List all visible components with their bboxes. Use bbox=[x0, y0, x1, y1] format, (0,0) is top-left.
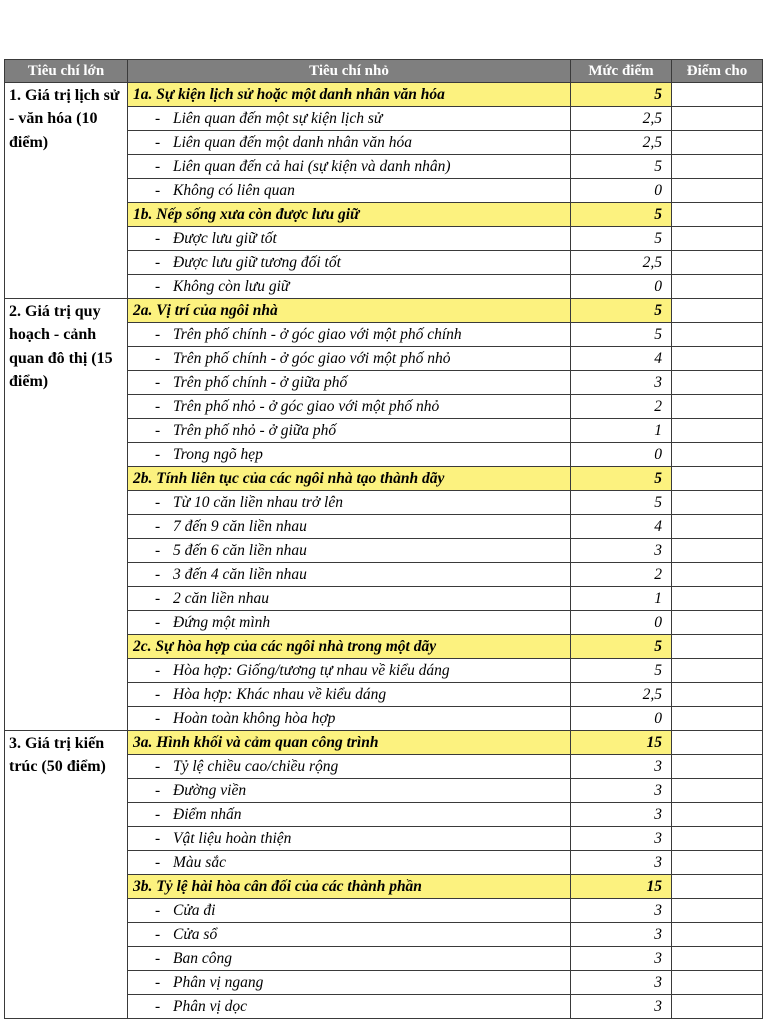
criteria-text: Trong ngõ hẹp bbox=[173, 445, 263, 463]
score-level-cell: 5 bbox=[571, 323, 672, 347]
sub-criteria-title bbox=[128, 83, 571, 107]
bullet-dash: - bbox=[155, 685, 161, 703]
score-given-cell[interactable] bbox=[672, 227, 763, 251]
criteria-text: Trên phố nhỏ - ở góc giao với một phố nhỏ bbox=[173, 397, 440, 415]
criteria-text: 2a. Vị trí của ngôi nhà bbox=[133, 301, 278, 319]
score-given-cell[interactable] bbox=[672, 395, 763, 419]
bullet-dash: - bbox=[155, 589, 161, 607]
criteria-text: Trên phố chính - ở giữa phố bbox=[173, 373, 348, 391]
table-body bbox=[5, 83, 763, 1019]
score-level-cell: 5 bbox=[571, 299, 672, 323]
criteria-item-label bbox=[128, 395, 571, 419]
bullet-dash: - bbox=[155, 397, 161, 415]
bullet-dash: - bbox=[155, 757, 161, 775]
bullet-dash: - bbox=[155, 253, 161, 271]
criteria-item-label bbox=[128, 323, 571, 347]
score-level-cell: 3 bbox=[571, 947, 672, 971]
criteria-item-label bbox=[128, 275, 571, 299]
bullet-dash: - bbox=[155, 973, 161, 991]
score-level-cell: 3 bbox=[571, 755, 672, 779]
score-given-cell[interactable] bbox=[672, 443, 763, 467]
bullet-dash: - bbox=[155, 565, 161, 583]
criteria-item-label bbox=[128, 923, 571, 947]
criteria-text: Tỷ lệ chiều cao/chiều rộng bbox=[173, 757, 339, 775]
table-header bbox=[5, 60, 763, 83]
score-given-cell[interactable] bbox=[672, 803, 763, 827]
score-level-cell: 2 bbox=[571, 395, 672, 419]
score-level-cell: 15 bbox=[571, 875, 672, 899]
score-level-cell: 1 bbox=[571, 419, 672, 443]
criteria-text: Liên quan đến một sự kiện lịch sử bbox=[173, 109, 383, 127]
score-given-cell[interactable] bbox=[672, 107, 763, 131]
criteria-text: Không còn lưu giữ bbox=[173, 277, 290, 295]
sub-criteria-row bbox=[5, 299, 763, 323]
criteria-text: Hòa hợp: Khác nhau về kiểu dáng bbox=[173, 685, 387, 703]
score-level-cell: 0 bbox=[571, 179, 672, 203]
bullet-dash: - bbox=[155, 997, 161, 1015]
score-level-cell: 5 bbox=[571, 83, 672, 107]
score-given-cell[interactable] bbox=[672, 323, 763, 347]
criteria-text: Không có liên quan bbox=[173, 181, 295, 199]
criteria-text: 2b. Tính liên tục của các ngôi nhà tạo thành dãy bbox=[133, 469, 445, 487]
criteria-text: Trên phố chính - ở góc giao với một phố nhỏ bbox=[173, 349, 451, 367]
sub-criteria-row bbox=[5, 731, 763, 755]
bullet-dash: - bbox=[155, 613, 161, 631]
score-level-cell: 2,5 bbox=[571, 131, 672, 155]
score-level-cell: 3 bbox=[571, 899, 672, 923]
score-given-cell[interactable] bbox=[672, 563, 763, 587]
bullet-dash: - bbox=[155, 541, 161, 559]
score-given-cell[interactable] bbox=[672, 779, 763, 803]
scoring-criteria-table bbox=[4, 59, 763, 1019]
score-level-cell: 3 bbox=[571, 923, 672, 947]
score-given-cell[interactable] bbox=[672, 155, 763, 179]
sub-criteria-title bbox=[128, 203, 571, 227]
score-level-cell: 2,5 bbox=[571, 251, 672, 275]
criteria-text: Được lưu giữ tốt bbox=[173, 229, 277, 247]
bullet-dash: - bbox=[155, 325, 161, 343]
header-score-given: Điểm cho bbox=[672, 60, 763, 83]
score-given-cell[interactable] bbox=[672, 707, 763, 731]
criteria-item-label bbox=[128, 131, 571, 155]
criteria-text: 7 đến 9 căn liền nhau bbox=[173, 517, 307, 535]
score-given-cell[interactable] bbox=[672, 851, 763, 875]
score-given-cell[interactable] bbox=[672, 467, 763, 491]
bullet-dash: - bbox=[155, 373, 161, 391]
score-given-cell[interactable] bbox=[672, 755, 763, 779]
criteria-text: Cửa sổ bbox=[173, 925, 218, 943]
score-given-cell[interactable] bbox=[672, 179, 763, 203]
criteria-text: Đứng một mình bbox=[173, 613, 271, 631]
score-given-cell[interactable] bbox=[672, 131, 763, 155]
criteria-item-label bbox=[128, 827, 571, 851]
score-given-cell[interactable] bbox=[672, 203, 763, 227]
score-level-cell: 3 bbox=[571, 539, 672, 563]
bullet-dash: - bbox=[155, 805, 161, 823]
criteria-text: Liên quan đến một danh nhân văn hóa bbox=[173, 133, 412, 151]
score-given-cell[interactable] bbox=[672, 371, 763, 395]
scoring-table-sheet bbox=[4, 59, 762, 1019]
criteria-item-label bbox=[128, 419, 571, 443]
score-level-cell: 15 bbox=[571, 731, 672, 755]
sub-criteria-title bbox=[128, 875, 571, 899]
score-given-cell[interactable] bbox=[672, 419, 763, 443]
score-given-cell[interactable] bbox=[672, 251, 763, 275]
main-criteria-cell: 1. Giá trị lịch sử - văn hóa (10 điểm) bbox=[5, 83, 128, 299]
score-level-cell: 3 bbox=[571, 803, 672, 827]
criteria-item-label bbox=[128, 659, 571, 683]
score-given-cell[interactable] bbox=[672, 947, 763, 971]
score-level-cell: 2 bbox=[571, 563, 672, 587]
score-level-cell: 3 bbox=[571, 779, 672, 803]
criteria-text: 3b. Tỷ lệ hài hòa cân đối của các thành phần bbox=[133, 877, 422, 895]
criteria-text: Phân vị dọc bbox=[173, 997, 248, 1015]
criteria-text: 2c. Sự hòa hợp của các ngôi nhà trong một dãy bbox=[133, 637, 437, 655]
criteria-item-label bbox=[128, 587, 571, 611]
score-level-cell: 3 bbox=[571, 971, 672, 995]
bullet-dash: - bbox=[155, 349, 161, 367]
bullet-dash: - bbox=[155, 781, 161, 799]
score-level-cell: 5 bbox=[571, 635, 672, 659]
bullet-dash: - bbox=[155, 901, 161, 919]
criteria-item-label bbox=[128, 539, 571, 563]
sub-criteria-title bbox=[128, 731, 571, 755]
criteria-item-label bbox=[128, 371, 571, 395]
score-given-cell[interactable] bbox=[672, 995, 763, 1019]
score-level-cell: 5 bbox=[571, 203, 672, 227]
criteria-text: 3 đến 4 căn liền nhau bbox=[173, 565, 307, 583]
criteria-text: Hòa hợp: Giống/tương tự nhau về kiểu dáng bbox=[173, 661, 450, 679]
main-criteria-cell: 2. Giá trị quy hoạch - cảnh quan đô thị (15 điểm) bbox=[5, 299, 128, 731]
score-given-cell[interactable] bbox=[672, 347, 763, 371]
bullet-dash: - bbox=[155, 517, 161, 535]
criteria-item-label bbox=[128, 995, 571, 1019]
score-given-cell[interactable] bbox=[672, 635, 763, 659]
criteria-text: Điểm nhấn bbox=[173, 805, 242, 823]
bullet-dash: - bbox=[155, 277, 161, 295]
score-given-cell[interactable] bbox=[672, 83, 763, 107]
criteria-item-label bbox=[128, 227, 571, 251]
score-given-cell[interactable] bbox=[672, 875, 763, 899]
sub-criteria-row bbox=[5, 83, 763, 107]
score-level-cell: 3 bbox=[571, 995, 672, 1019]
criteria-item-label bbox=[128, 851, 571, 875]
criteria-text: Trên phố nhỏ - ở giữa phố bbox=[173, 421, 337, 439]
score-given-cell[interactable] bbox=[672, 275, 763, 299]
bullet-dash: - bbox=[155, 157, 161, 175]
criteria-text: Từ 10 căn liền nhau trở lên bbox=[173, 493, 343, 511]
score-level-cell: 5 bbox=[571, 227, 672, 251]
bullet-dash: - bbox=[155, 229, 161, 247]
criteria-item-label bbox=[128, 563, 571, 587]
score-level-cell: 5 bbox=[571, 467, 672, 491]
criteria-item-label bbox=[128, 755, 571, 779]
criteria-item-label bbox=[128, 515, 571, 539]
header-row bbox=[5, 60, 763, 83]
score-level-cell: 4 bbox=[571, 515, 672, 539]
criteria-item-label bbox=[128, 947, 571, 971]
bullet-dash: - bbox=[155, 853, 161, 871]
score-level-cell: 3 bbox=[571, 371, 672, 395]
criteria-text: Ban công bbox=[173, 949, 232, 967]
score-level-cell: 3 bbox=[571, 851, 672, 875]
criteria-text: Đường viền bbox=[173, 781, 247, 799]
criteria-text: Trên phố chính - ở góc giao với một phố chính bbox=[173, 325, 462, 343]
sub-criteria-title bbox=[128, 467, 571, 491]
criteria-text: Liên quan đến cả hai (sự kiện và danh nhân) bbox=[173, 157, 451, 175]
criteria-item-label bbox=[128, 251, 571, 275]
criteria-item-label bbox=[128, 707, 571, 731]
criteria-text: 1b. Nếp sống xưa còn được lưu giữ bbox=[133, 205, 360, 223]
criteria-item-label bbox=[128, 347, 571, 371]
bullet-dash: - bbox=[155, 421, 161, 439]
criteria-text: Màu sắc bbox=[173, 853, 226, 871]
score-level-cell: 4 bbox=[571, 347, 672, 371]
criteria-item-label bbox=[128, 179, 571, 203]
score-given-cell[interactable] bbox=[672, 659, 763, 683]
criteria-item-label bbox=[128, 155, 571, 179]
score-given-cell[interactable] bbox=[672, 683, 763, 707]
score-given-cell[interactable] bbox=[672, 971, 763, 995]
sub-criteria-title bbox=[128, 299, 571, 323]
criteria-item-label bbox=[128, 971, 571, 995]
criteria-text: Hoàn toàn không hòa hợp bbox=[173, 709, 336, 727]
bullet-dash: - bbox=[155, 445, 161, 463]
score-level-cell: 0 bbox=[571, 275, 672, 299]
criteria-text: Phân vị ngang bbox=[173, 973, 264, 991]
score-level-cell: 5 bbox=[571, 659, 672, 683]
main-criteria-cell: 3. Giá trị kiến trúc (50 điểm) bbox=[5, 731, 128, 1019]
score-level-cell: 0 bbox=[571, 443, 672, 467]
sub-criteria-title bbox=[128, 635, 571, 659]
score-level-cell: 0 bbox=[571, 707, 672, 731]
bullet-dash: - bbox=[155, 661, 161, 679]
score-level-cell: 0 bbox=[571, 611, 672, 635]
criteria-item-label bbox=[128, 443, 571, 467]
bullet-dash: - bbox=[155, 925, 161, 943]
criteria-item-label bbox=[128, 803, 571, 827]
score-level-cell: 1 bbox=[571, 587, 672, 611]
score-given-cell[interactable] bbox=[672, 731, 763, 755]
score-given-cell[interactable] bbox=[672, 491, 763, 515]
criteria-text: Được lưu giữ tương đối tốt bbox=[173, 253, 341, 271]
criteria-item-label bbox=[128, 683, 571, 707]
score-given-cell[interactable] bbox=[672, 899, 763, 923]
score-given-cell[interactable] bbox=[672, 587, 763, 611]
score-level-cell: 5 bbox=[571, 155, 672, 179]
score-given-cell[interactable] bbox=[672, 827, 763, 851]
criteria-text: 2 căn liền nhau bbox=[173, 589, 269, 607]
bullet-dash: - bbox=[155, 181, 161, 199]
score-level-cell: 5 bbox=[571, 491, 672, 515]
criteria-item-label bbox=[128, 611, 571, 635]
bullet-dash: - bbox=[155, 493, 161, 511]
header-score-level: Mức điểm bbox=[571, 60, 672, 83]
score-given-cell[interactable] bbox=[672, 515, 763, 539]
header-sub-criteria: Tiêu chí nhỏ bbox=[128, 60, 571, 83]
score-given-cell[interactable] bbox=[672, 539, 763, 563]
score-given-cell[interactable] bbox=[672, 299, 763, 323]
criteria-text: Cửa đi bbox=[173, 901, 216, 919]
criteria-text: 3a. Hình khối và cảm quan công trình bbox=[133, 733, 379, 751]
bullet-dash: - bbox=[155, 109, 161, 127]
criteria-item-label bbox=[128, 107, 571, 131]
score-given-cell[interactable] bbox=[672, 611, 763, 635]
criteria-item-label bbox=[128, 899, 571, 923]
bullet-dash: - bbox=[155, 709, 161, 727]
criteria-text: 1a. Sự kiện lịch sử hoặc một danh nhân văn hóa bbox=[133, 85, 445, 103]
bullet-dash: - bbox=[155, 133, 161, 151]
score-level-cell: 3 bbox=[571, 827, 672, 851]
bullet-dash: - bbox=[155, 949, 161, 967]
header-main-criteria: Tiêu chí lớn bbox=[5, 60, 128, 83]
criteria-item-label bbox=[128, 491, 571, 515]
score-level-cell: 2,5 bbox=[571, 683, 672, 707]
criteria-item-label bbox=[128, 779, 571, 803]
score-given-cell[interactable] bbox=[672, 923, 763, 947]
criteria-text: 5 đến 6 căn liền nhau bbox=[173, 541, 307, 559]
score-level-cell: 2,5 bbox=[571, 107, 672, 131]
criteria-text: Vật liệu hoàn thiện bbox=[173, 829, 292, 847]
bullet-dash: - bbox=[155, 829, 161, 847]
